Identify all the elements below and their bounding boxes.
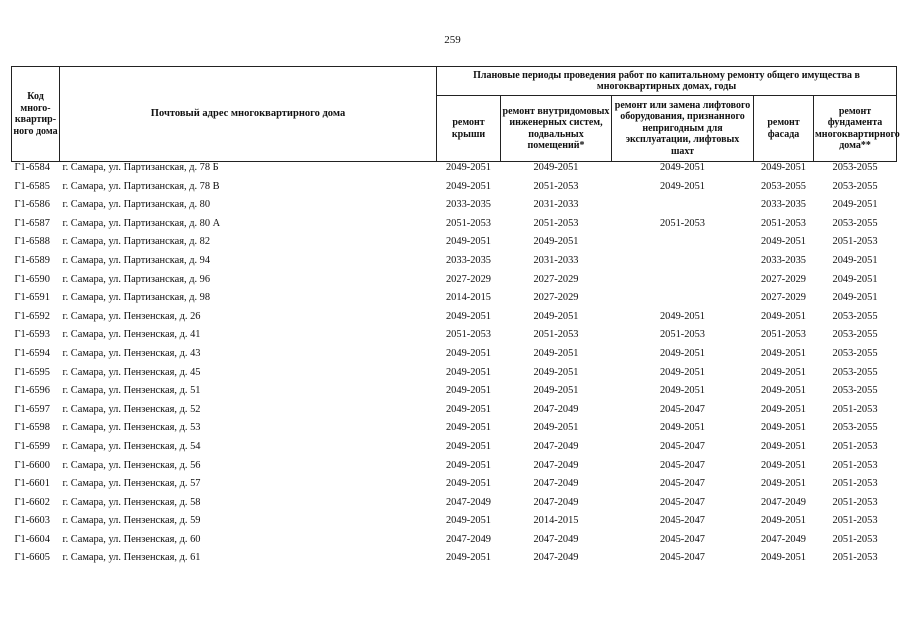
- cell-roof: 2049-2051: [445, 180, 492, 192]
- cell-code: Г1-6601: [14, 478, 50, 490]
- cell-elevator: 2049-2051: [659, 162, 706, 173]
- cell-code: Г1-6600: [14, 459, 50, 471]
- cell-elevator: 2045-2047: [659, 496, 706, 508]
- cell-systems: 2051-2053: [533, 329, 579, 341]
- cell-elevator: 2045-2047: [659, 478, 706, 490]
- cell-address: г. Самара, ул. Пензенская, д. 59: [62, 515, 201, 527]
- cell-roof: 2047-2049: [445, 496, 492, 508]
- header-foundation: ремонт фундамента многоквартирного дома**: [814, 96, 897, 162]
- cell-roof: 2033-2035: [445, 254, 492, 266]
- cell-foundation: 2051-2053: [832, 403, 878, 415]
- cell-address: г. Самара, ул. Партизанская, д. 98: [62, 292, 211, 304]
- cell-foundation: 2051-2053: [832, 533, 878, 545]
- cell-foundation: 2049-2051: [832, 273, 878, 285]
- cell-elevator: 2045-2047: [659, 403, 706, 415]
- cell-foundation: 2051-2053: [832, 459, 878, 471]
- cell-facade: 2047-2049: [760, 533, 807, 545]
- cell-roof: 2049-2051: [445, 459, 492, 471]
- cell-elevator: [612, 292, 754, 311]
- cell-facade: 2033-2035: [760, 254, 807, 266]
- cell-facade: 2027-2029: [760, 273, 807, 285]
- cell-elevator: 2049-2051: [659, 385, 706, 397]
- cell-elevator: 2049-2051: [659, 310, 706, 322]
- header-roof: ремонт крыши: [437, 96, 501, 162]
- cell-systems: 2049-2051: [533, 347, 579, 359]
- cell-code: Г1-6584: [14, 162, 50, 173]
- cell-address: г. Самара, ул. Пензенская, д. 60: [62, 533, 201, 545]
- cell-facade: 2049-2051: [760, 366, 807, 378]
- cell-code: Г1-6598: [14, 422, 50, 434]
- cell-elevator: 2045-2047: [659, 440, 706, 452]
- cell-facade: 2049-2051: [760, 422, 807, 434]
- table-row: [12, 552, 897, 571]
- table-row: [12, 515, 897, 534]
- cell-address: г. Самара, ул. Пензенская, д. 58: [62, 496, 201, 508]
- cell-code: Г1-6597: [14, 403, 50, 415]
- cell-code: Г1-6592: [14, 310, 50, 322]
- cell-facade: 2049-2051: [760, 459, 807, 471]
- table-row: [12, 199, 897, 218]
- cell-systems: 2047-2049: [533, 552, 579, 564]
- cell-systems: 2051-2053: [533, 217, 579, 229]
- cell-address: г. Самара, ул. Пензенская, д. 51: [62, 385, 201, 397]
- cell-code: Г1-6591: [14, 292, 50, 304]
- cell-foundation: 2053-2055: [832, 366, 878, 378]
- cell-roof: 2047-2049: [445, 533, 492, 545]
- cell-facade: 2049-2051: [760, 478, 807, 490]
- table-row: [12, 274, 897, 293]
- cell-roof: 2027-2029: [445, 273, 492, 285]
- cell-facade: 2049-2051: [760, 385, 807, 397]
- cell-code: Г1-6605: [14, 552, 50, 564]
- cell-address: г. Самара, ул. Пензенская, д. 56: [62, 459, 201, 471]
- table-row: [12, 497, 897, 516]
- cell-facade: 2049-2051: [760, 162, 807, 173]
- cell-systems: 2049-2051: [533, 162, 579, 173]
- cell-code: Г1-6602: [14, 496, 50, 508]
- cell-address: г. Самара, ул. Пензенская, д. 54: [62, 440, 201, 452]
- page-number: 259: [444, 34, 461, 46]
- cell-systems: 2047-2049: [533, 533, 579, 545]
- cell-address: г. Самара, ул. Пензенская, д. 26: [62, 310, 201, 322]
- cell-foundation: 2049-2051: [832, 199, 878, 211]
- cell-facade: 2049-2051: [760, 310, 807, 322]
- header-address: Почтовый адрес многоквартирного дома: [60, 67, 437, 162]
- cell-systems: 2031-2033: [533, 254, 579, 266]
- cell-code: Г1-6594: [14, 347, 50, 359]
- cell-roof: 2049-2051: [445, 162, 492, 173]
- cell-code: Г1-6593: [14, 329, 50, 341]
- cell-elevator: 2045-2047: [659, 533, 706, 545]
- cell-foundation: 2053-2055: [832, 162, 878, 173]
- cell-roof: 2049-2051: [445, 403, 492, 415]
- cell-facade: 2049-2051: [760, 515, 807, 527]
- cell-facade: 2049-2051: [760, 403, 807, 415]
- cell-roof: 2049-2051: [445, 478, 492, 490]
- table-row: [12, 218, 897, 237]
- cell-elevator: [612, 255, 754, 274]
- cell-systems: 2014-2015: [533, 515, 579, 527]
- header-facade: ремонт фасада: [754, 96, 814, 162]
- cell-foundation: 2053-2055: [832, 422, 878, 434]
- cell-systems: 2031-2033: [533, 199, 579, 211]
- cell-roof: 2049-2051: [445, 236, 492, 248]
- repair-schedule-table: [11, 66, 900, 571]
- cell-address: г. Самара, ул. Партизанская, д. 94: [62, 254, 211, 266]
- cell-systems: 2047-2049: [533, 459, 579, 471]
- cell-facade: 2033-2035: [760, 199, 807, 211]
- cell-elevator: 2045-2047: [659, 459, 706, 471]
- cell-systems: 2027-2029: [533, 273, 579, 285]
- cell-elevator: 2049-2051: [659, 180, 706, 192]
- table-row: [12, 329, 897, 348]
- cell-roof: 2051-2053: [445, 329, 492, 341]
- cell-roof: 2049-2051: [445, 310, 492, 322]
- header-systems: ремонт внутридомовых инженерных систем, подвальных помещений*: [501, 96, 612, 162]
- cell-foundation: 2053-2055: [832, 310, 878, 322]
- cell-elevator: 2049-2051: [659, 366, 706, 378]
- cell-address: г. Самара, ул. Пензенская, д. 41: [62, 329, 201, 341]
- table-row: [12, 162, 897, 181]
- cell-facade: 2049-2051: [760, 347, 807, 359]
- table-row: [12, 385, 897, 404]
- cell-facade: 2051-2053: [760, 217, 807, 229]
- cell-foundation: 2051-2053: [832, 515, 878, 527]
- cell-systems: 2027-2029: [533, 292, 579, 304]
- table-header: [12, 67, 900, 162]
- cell-roof: 2049-2051: [445, 422, 492, 434]
- cell-elevator: 2045-2047: [659, 515, 706, 527]
- cell-roof: 2051-2053: [445, 217, 492, 229]
- cell-code: Г1-6596: [14, 385, 50, 397]
- cell-address: г. Самара, ул. Пензенская, д. 43: [62, 347, 201, 359]
- cell-facade: 2053-2055: [760, 180, 807, 192]
- cell-roof: 2014-2015: [445, 292, 492, 304]
- cell-code: Г1-6599: [14, 440, 50, 452]
- cell-code: Г1-6604: [14, 533, 50, 545]
- cell-elevator: 2049-2051: [659, 422, 706, 434]
- cell-address: г. Самара, ул. Партизанская, д. 78 В: [62, 180, 220, 192]
- cell-address: г. Самара, ул. Партизанская, д. 80: [62, 199, 211, 211]
- table-row: [12, 534, 897, 553]
- cell-roof: 2049-2051: [445, 552, 492, 564]
- cell-roof: 2049-2051: [445, 347, 492, 359]
- cell-code: Г1-6587: [14, 217, 50, 229]
- cell-foundation: 2049-2051: [832, 254, 878, 266]
- header-periods-group: Плановые периоды проведения работ по капитальному ремонту общего имущества в многоквартирных домах, годы: [437, 67, 897, 96]
- cell-code: Г1-6585: [14, 180, 50, 192]
- table-body: [12, 162, 897, 572]
- cell-systems: 2049-2051: [533, 366, 579, 378]
- cell-foundation: 2053-2055: [832, 180, 878, 192]
- table-row: [12, 348, 897, 367]
- cell-roof: 2033-2035: [445, 199, 492, 211]
- table-row: [12, 236, 897, 255]
- cell-address: г. Самара, ул. Партизанская, д. 78 Б: [62, 162, 219, 173]
- cell-elevator: [612, 274, 754, 293]
- cell-systems: 2051-2053: [533, 180, 579, 192]
- cell-elevator: 2049-2051: [659, 347, 706, 359]
- cell-systems: 2049-2051: [533, 385, 579, 397]
- header-elevator: ремонт или замена лифтового оборудования, признанного непригодным для эксплуатации, лифтовых шахт: [612, 96, 754, 162]
- table-row: [12, 367, 897, 386]
- cell-facade: 2049-2051: [760, 552, 807, 564]
- table-row: [12, 255, 897, 274]
- cell-roof: 2049-2051: [445, 366, 492, 378]
- cell-elevator: 2051-2053: [659, 217, 706, 229]
- cell-foundation: 2053-2055: [832, 347, 878, 359]
- cell-foundation: 2051-2053: [832, 552, 878, 564]
- cell-foundation: 2051-2053: [832, 478, 878, 490]
- cell-address: г. Самара, ул. Пензенская, д. 52: [62, 403, 201, 415]
- cell-code: Г1-6586: [14, 199, 50, 211]
- table-row: [12, 422, 897, 441]
- table-row: [12, 292, 897, 311]
- cell-systems: 2047-2049: [533, 440, 579, 452]
- cell-foundation: 2051-2053: [832, 440, 878, 452]
- cell-systems: 2049-2051: [533, 310, 579, 322]
- cell-foundation: 2051-2053: [832, 236, 878, 248]
- cell-code: Г1-6588: [14, 236, 50, 248]
- cell-elevator: 2045-2047: [659, 552, 706, 564]
- table-row: [12, 441, 897, 460]
- table-row: [12, 478, 897, 497]
- cell-code: Г1-6590: [14, 273, 50, 285]
- cell-facade: 2049-2051: [760, 236, 807, 248]
- cell-address: г. Самара, ул. Партизанская, д. 96: [62, 273, 211, 285]
- cell-roof: 2049-2051: [445, 515, 492, 527]
- cell-code: Г1-6595: [14, 366, 50, 378]
- cell-foundation: 2053-2055: [832, 217, 878, 229]
- cell-address: г. Самара, ул. Пензенская, д. 61: [62, 552, 201, 564]
- table-row: [12, 460, 897, 479]
- cell-foundation: 2051-2053: [832, 496, 878, 508]
- cell-facade: 2049-2051: [760, 440, 807, 452]
- cell-roof: 2049-2051: [445, 385, 492, 397]
- cell-foundation: 2053-2055: [832, 385, 878, 397]
- table-row: [12, 404, 897, 423]
- cell-systems: 2049-2051: [533, 422, 579, 434]
- cell-systems: 2047-2049: [533, 496, 579, 508]
- cell-address: г. Самара, ул. Пензенская, д. 57: [62, 478, 201, 490]
- cell-address: г. Самара, ул. Партизанская, д. 80 А: [62, 217, 221, 229]
- cell-foundation: 2053-2055: [832, 329, 878, 341]
- cell-address: г. Самара, ул. Пензенская, д. 53: [62, 422, 201, 434]
- cell-systems: 2049-2051: [533, 236, 579, 248]
- header-code: Код много-квартир-ного дома: [12, 67, 60, 162]
- cell-foundation: 2049-2051: [832, 292, 878, 304]
- table-row: [12, 311, 897, 330]
- cell-roof: 2049-2051: [445, 440, 492, 452]
- cell-facade: 2051-2053: [760, 329, 807, 341]
- table-row: [12, 181, 897, 200]
- cell-code: Г1-6603: [14, 515, 50, 527]
- cell-code: Г1-6589: [14, 254, 50, 266]
- cell-elevator: [612, 199, 754, 218]
- cell-systems: 2047-2049: [533, 478, 579, 490]
- cell-elevator: [612, 236, 754, 255]
- cell-facade: 2047-2049: [760, 496, 807, 508]
- cell-address: г. Самара, ул. Пензенская, д. 45: [62, 366, 201, 378]
- cell-systems: 2047-2049: [533, 403, 579, 415]
- cell-address: г. Самара, ул. Партизанская, д. 82: [62, 236, 211, 248]
- cell-facade: 2027-2029: [760, 292, 807, 304]
- cell-elevator: 2051-2053: [659, 329, 706, 341]
